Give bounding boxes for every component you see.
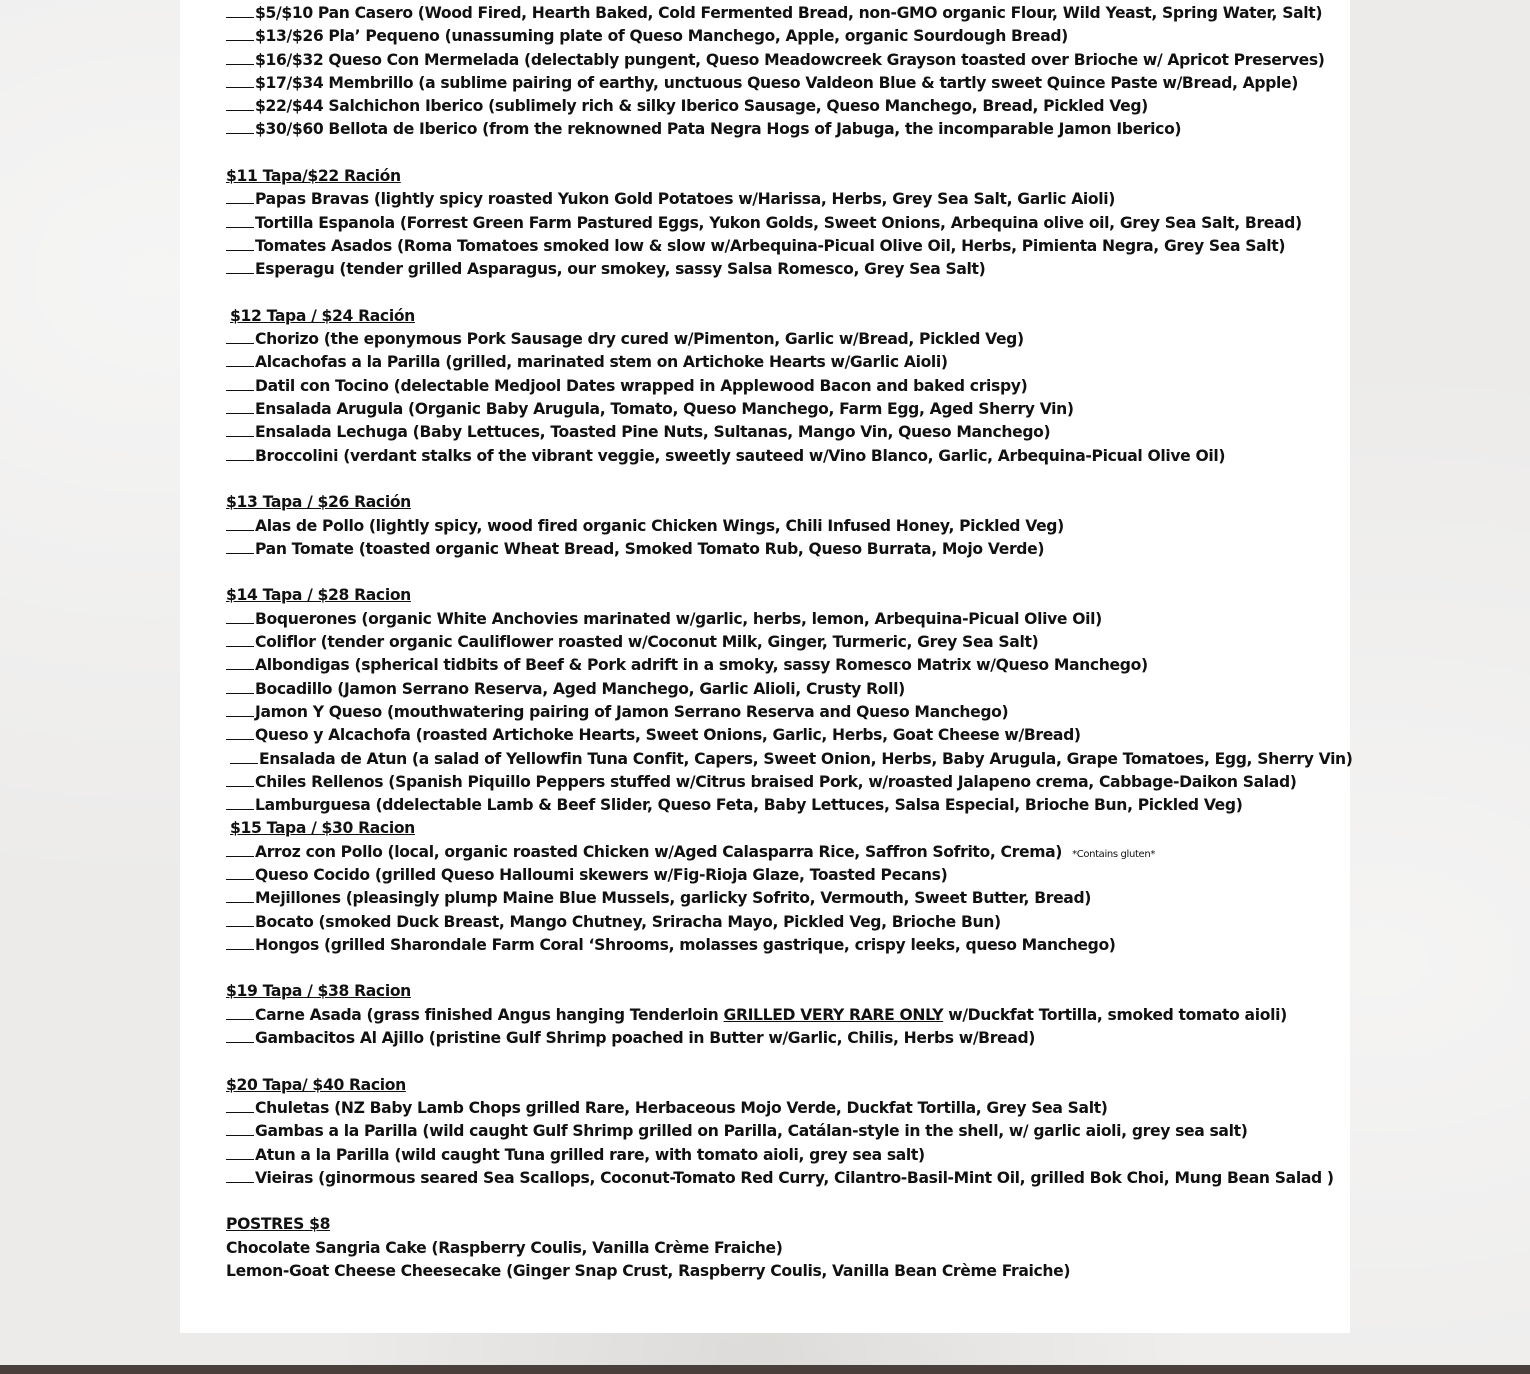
gluten-note: *Contains gluten* xyxy=(1072,848,1155,860)
section-heading: $20 Tapa/ $40 Racion xyxy=(226,1075,406,1094)
checkbox-line[interactable] xyxy=(226,654,254,670)
menu-item: Tomates Asados (Roma Tomatoes smoked low & slow w/Arbequina-Picual Olive Oil, Herbs, Pimienta Negra, Grey Sea Salt) xyxy=(226,235,1341,258)
section-heading: $14 Tapa / $28 Racion xyxy=(226,586,411,605)
menu-item: Tortilla Espanola (Forrest Green Farm Pastured Eggs, Yukon Golds, Sweet Onions, Arbequina olive oil, Grey Sea Salt, Bread) xyxy=(226,212,1341,235)
menu-item: Jamon Y Queso (mouthwatering pairing of Jamon Serrano Reserva and Queso Manchego) xyxy=(226,701,1341,724)
menu-item: Ensalada Lechuga (Baby Lettuces, Toasted Pine Nuts, Sultanas, Mango Vin, Queso Manchego) xyxy=(226,421,1341,444)
menu-item: Queso Cocido (grilled Queso Halloumi skewers w/Fig-Rioja Glaze, Toasted Pecans) xyxy=(226,864,1341,887)
menu-item: Papas Bravas (lightly spicy roasted Yukon Gold Potatoes w/Harissa, Herbs, Grey Sea Salt, Garlic Aioli) xyxy=(226,188,1341,211)
menu-item: $5/$10 Pan Casero (Wood Fired, Hearth Baked, Cold Fermented Bread, non-GMO organic Flour, Wild Yeast, Spring Water, Salt) xyxy=(226,2,1341,25)
checkbox-line[interactable] xyxy=(226,118,254,134)
checkbox-line[interactable] xyxy=(226,235,254,251)
checkbox-line[interactable] xyxy=(226,1027,254,1043)
section-heading: $13 Tapa / $26 Ración xyxy=(226,493,411,512)
menu-item: Gambacitos Al Ajillo (pristine Gulf Shrimp poached in Butter w/Garlic, Chilis, Herbs w/Bread) xyxy=(226,1027,1341,1050)
checkbox-line[interactable] xyxy=(226,2,254,18)
checkbox-line[interactable] xyxy=(226,95,254,111)
checkbox-line[interactable] xyxy=(226,1144,254,1160)
menu-item: Hongos (grilled Sharondale Farm Coral ‘Shrooms, molasses gastrique, crispy leeks, queso Manchego) xyxy=(226,934,1341,957)
menu-item: Broccolini (verdant stalks of the vibrant veggie, sweetly sauteed w/Vino Blanco, Garlic, Arbequina-Picual Olive Oil) xyxy=(226,445,1341,468)
footer-bar xyxy=(0,1365,1530,1374)
menu-item: Lamburguesa (ddelectable Lamb & Beef Slider, Queso Feta, Baby Lettuces, Salsa Especial, Brioche Bun, Pickled Veg) xyxy=(226,794,1341,817)
menu-item: Carne Asada (grass finished Angus hanging Tenderloin GRILLED VERY RARE ONLY w/Duckfat Tortilla, smoked tomato aioli) xyxy=(226,1004,1341,1027)
menu-item: Queso y Alcachofa (roasted Artichoke Hearts, Sweet Onions, Garlic, Herbs, Goat Cheese w/Bread) xyxy=(226,724,1341,747)
checkbox-line[interactable] xyxy=(226,864,254,880)
menu-item: $13/$26 Pla’ Pequeno (unassuming plate of Queso Manchego, Apple, organic Sourdough Bread) xyxy=(226,25,1341,48)
checkbox-line[interactable] xyxy=(226,258,254,274)
menu-item: Ensalada de Atun (a salad of Yellowfin Tuna Confit, Capers, Sweet Onion, Herbs, Baby Arugula, Grape Tomatoes, Egg, Sherry Vin) xyxy=(226,748,1341,771)
menu-item: $16/$32 Queso Con Mermelada (delectably pungent, Queso Meadowcreek Grayson toasted over Brioche w/ Apricot Preserves) xyxy=(226,49,1341,72)
dessert-item: Lemon-Goat Cheese Cheesecake (Ginger Snap Crust, Raspberry Coulis, Vanilla Bean Crème Fraiche) xyxy=(226,1262,1071,1281)
checkbox-line[interactable] xyxy=(230,748,258,764)
menu-item: Alas de Pollo (lightly spicy, wood fired organic Chicken Wings, Chili Infused Honey, Pickled Veg) xyxy=(226,515,1341,538)
menu-item: Gambas a la Parilla (wild caught Gulf Shrimp grilled on Parilla, Catálan-style in the shell, w/ garlic aioli, grey sea salt) xyxy=(226,1120,1341,1143)
menu-item: Albondigas (spherical tidbits of Beef & Pork adrift in a smoky, sassy Romesco Matrix w/Queso Manchego) xyxy=(226,654,1341,677)
checkbox-line[interactable] xyxy=(226,25,254,41)
menu-item: Alcachofas a la Parilla (grilled, marinated stem on Artichoke Hearts w/Garlic Aioli) xyxy=(226,351,1341,374)
section-heading: $15 Tapa / $30 Racion xyxy=(230,819,415,838)
checkbox-line[interactable] xyxy=(226,887,254,903)
checkbox-line[interactable] xyxy=(226,1004,254,1020)
checkbox-line[interactable] xyxy=(226,911,254,927)
section-heading: $11 Tapa/$22 Ración xyxy=(226,167,401,186)
checkbox-line[interactable] xyxy=(226,934,254,950)
checkbox-line[interactable] xyxy=(226,212,254,228)
menu-item: $30/$60 Bellota de Iberico (from the reknowned Pata Negra Hogs of Jabuga, the incomparable Jamon Iberico) xyxy=(226,118,1341,141)
checkbox-line[interactable] xyxy=(226,445,254,461)
checkbox-line[interactable] xyxy=(226,49,254,65)
checkbox-line[interactable] xyxy=(226,771,254,787)
menu-item: Arroz con Pollo (local, organic roasted Chicken w/Aged Calasparra Rice, Saffron Sofrito, Crema) *Contains gluten* xyxy=(226,841,1341,864)
postres-heading: POSTRES $8 xyxy=(226,1215,331,1234)
section-heading: $19 Tapa / $38 Racion xyxy=(226,982,411,1001)
menu-item: Boquerones (organic White Anchovies marinated w/garlic, herbs, lemon, Arbequina-Picual Olive Oil) xyxy=(226,608,1341,631)
menu-item: Coliflor (tender organic Cauliflower roasted w/Coconut Milk, Ginger, Turmeric, Grey Sea Salt) xyxy=(226,631,1341,654)
checkbox-line[interactable] xyxy=(226,631,254,647)
menu-content xyxy=(226,2,1353,1283)
checkbox-line[interactable] xyxy=(226,794,254,810)
checkbox-line[interactable] xyxy=(226,1167,254,1183)
checkbox-line[interactable] xyxy=(226,1120,254,1136)
menu-page xyxy=(180,0,1353,1333)
menu-item: Pan Tomate (toasted organic Wheat Bread, Smoked Tomato Rub, Queso Burrata, Mojo Verde) xyxy=(226,538,1341,561)
dessert-item: Chocolate Sangria Cake (Raspberry Coulis, Vanilla Crème Fraiche) xyxy=(226,1238,783,1257)
menu-item: Esperagu (tender grilled Asparagus, our smokey, sassy Salsa Romesco, Grey Sea Salt) xyxy=(226,258,1341,281)
menu-item: $17/$34 Membrillo (a sublime pairing of earthy, unctuous Queso Valdeon Blue & tartly sweet Quince Paste w/Bread, Apple) xyxy=(226,72,1341,95)
menu-item: Atun a la Parilla (wild caught Tuna grilled rare, with tomato aioli, grey sea salt) xyxy=(226,1144,1341,1167)
checkbox-line[interactable] xyxy=(226,841,254,857)
menu-item: Mejillones (pleasingly plump Maine Blue Mussels, garlicky Sofrito, Vermouth, Sweet Butter, Bread) xyxy=(226,887,1341,910)
checkbox-line[interactable] xyxy=(226,188,254,204)
checkbox-line[interactable] xyxy=(226,328,254,344)
checkbox-line[interactable] xyxy=(226,398,254,414)
checkbox-line[interactable] xyxy=(226,375,254,391)
menu-item: Chiles Rellenos (Spanish Piquillo Peppers stuffed w/Citrus braised Pork, w/roasted Jalapeno crema, Cabbage-Daikon Salad) xyxy=(226,771,1341,794)
menu-item: Bocato (smoked Duck Breast, Mango Chutney, Sriracha Mayo, Pickled Veg, Brioche Bun) xyxy=(226,911,1341,934)
checkbox-line[interactable] xyxy=(226,538,254,554)
checkbox-line[interactable] xyxy=(226,678,254,694)
checkbox-line[interactable] xyxy=(226,421,254,437)
menu-item: Chuletas (NZ Baby Lamb Chops grilled Rare, Herbaceous Mojo Verde, Duckfat Tortilla, Grey Sea Salt) xyxy=(226,1097,1341,1120)
menu-item: Chorizo (the eponymous Pork Sausage dry cured w/Pimenton, Garlic w/Bread, Pickled Veg) xyxy=(226,328,1341,351)
checkbox-line[interactable] xyxy=(226,724,254,740)
checkbox-line[interactable] xyxy=(226,701,254,717)
emphasis-text: GRILLED VERY RARE ONLY xyxy=(723,1005,944,1024)
section-heading: $12 Tapa / $24 Ración xyxy=(230,306,415,325)
menu-item: Bocadillo (Jamon Serrano Reserva, Aged Manchego, Garlic Alioli, Crusty Roll) xyxy=(226,678,1341,701)
menu-item: $22/$44 Salchichon Iberico (sublimely rich & silky Iberico Sausage, Queso Manchego, Bread, Pickled Veg) xyxy=(226,95,1341,118)
menu-item: Vieiras (ginormous seared Sea Scallops, Coconut-Tomato Red Curry, Cilantro-Basil-Mint Oil, grilled Bok Choi, Mung Bean Salad ) xyxy=(226,1167,1341,1190)
checkbox-line[interactable] xyxy=(226,608,254,624)
checkbox-line[interactable] xyxy=(226,515,254,531)
menu-item: Ensalada Arugula (Organic Baby Arugula, Tomato, Queso Manchego, Farm Egg, Aged Sherry Vin) xyxy=(226,398,1341,421)
checkbox-line[interactable] xyxy=(226,351,254,367)
menu-item: Datil con Tocino (delectable Medjool Dates wrapped in Applewood Bacon and baked crispy) xyxy=(226,375,1341,398)
checkbox-line[interactable] xyxy=(226,1097,254,1113)
checkbox-line[interactable] xyxy=(226,72,254,88)
